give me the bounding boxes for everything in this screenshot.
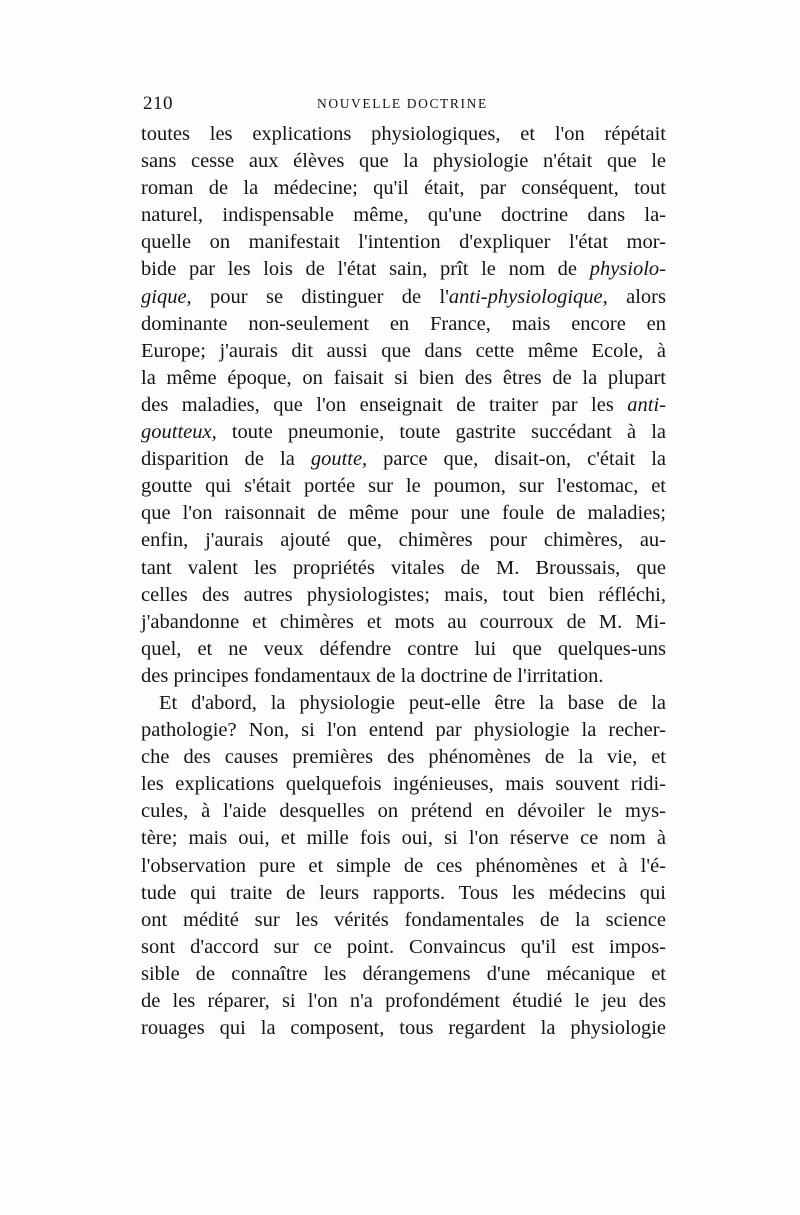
- text-line: ont médité sur les vérités fondamentales de la science: [141, 908, 666, 931]
- page-header: [143, 93, 665, 117]
- text-line: l'observation pure et simple de ces phénomènes et à l'é-: [141, 854, 666, 877]
- text-line: la même époque, on faisait si bien des êtres de la plupart: [141, 366, 666, 389]
- text-line: tère; mais oui, et mille fois oui, si l'on réserve ce nom à: [141, 827, 666, 850]
- paragraph-start-line: Et d'abord, la physiologie peut-elle être la base de la: [159, 691, 666, 714]
- italic-text: goutteux,: [141, 421, 217, 444]
- text-line: enfin, j'aurais ajouté que, chimères pour chimères, au-: [141, 529, 666, 552]
- text-line: que l'on raisonnait de même pour une foule de maladies;: [141, 502, 666, 525]
- text-line: goutteux, toute pneumonie, toute gastrite succédant à la: [141, 421, 666, 444]
- italic-text: gique,: [141, 285, 192, 308]
- text-line: Europe; j'aurais dit aussi que dans cette même Ecole, à: [141, 339, 666, 362]
- text-line: les explications quelquefois ingénieuses, mais souvent ridi-: [141, 773, 666, 796]
- text-line: de les réparer, si l'on n'a profondément étudié le jeu des: [141, 990, 666, 1012]
- body-text: [141, 121, 666, 1042]
- text-line: tant valent les propriétés vitales de M. Broussais, que: [141, 556, 666, 579]
- text-line: cules, à l'aide desquelles on prétend en dévoiler le mys-: [141, 800, 666, 823]
- text-line: quel, et ne veux défendre contre lui que quelques-uns: [141, 637, 666, 660]
- text-line: dominante non-seulement en France, mais encore en: [141, 312, 666, 335]
- text-line: quelle on manifestait l'intention d'expliquer l'état mor-: [141, 231, 666, 254]
- text-line: toutes les explications physiologiques, et l'on répétait: [141, 123, 666, 145]
- text-line: bide par les lois de l'état sain, prît le nom de physiolo-: [141, 258, 666, 281]
- italic-text: anti-: [627, 393, 666, 416]
- italic-text: anti-physiologique: [448, 285, 603, 308]
- text-line: che des causes premières des phénomènes de la vie, et: [141, 746, 666, 769]
- text-line: gique, pour se distinguer de l'anti-physiologique, alors: [141, 285, 666, 308]
- paragraph-end-line: des principes fondamentaux de la doctrine de l'irritation.: [141, 664, 604, 687]
- text-line: pathologie? Non, si l'on entend par physiologie la recher-: [141, 719, 666, 742]
- text-line: sans cesse aux élèves que la physiologie n'était que le: [141, 150, 666, 173]
- running-title: NOUVELLE DOCTRINE: [317, 96, 488, 111]
- text-line: tude qui traite de leurs rapports. Tous les médecins qui: [141, 881, 666, 904]
- text-line: rouages qui la composent, tous regardent la physiologie: [141, 1017, 666, 1040]
- text-line: roman de la médecine; qu'il était, par conséquent, tout: [141, 177, 666, 200]
- text-line: celles des autres physiologistes; mais, tout bien réfléchi,: [141, 583, 666, 606]
- text-line: goutte qui s'était portée sur le poumon, sur l'estomac, et: [141, 475, 666, 498]
- text-line: j'abandonne et chimères et mots au courroux de M. Mi-: [141, 610, 666, 633]
- page-number: 210: [143, 93, 173, 114]
- text-line: des maladies, que l'on enseignait de traiter par les anti-: [141, 393, 666, 416]
- text-line: sont d'accord sur ce point. Convaincus qu'il est impos-: [141, 935, 666, 958]
- italic-text: goutte,: [310, 448, 368, 471]
- text-line: sible de connaître les dérangemens d'une mécanique et: [141, 962, 666, 985]
- text-line: disparition de la goutte, parce que, disait-on, c'était la: [141, 448, 666, 471]
- italic-text: physiolo-: [589, 258, 666, 281]
- text-line: naturel, indispensable même, qu'une doctrine dans la-: [141, 204, 666, 227]
